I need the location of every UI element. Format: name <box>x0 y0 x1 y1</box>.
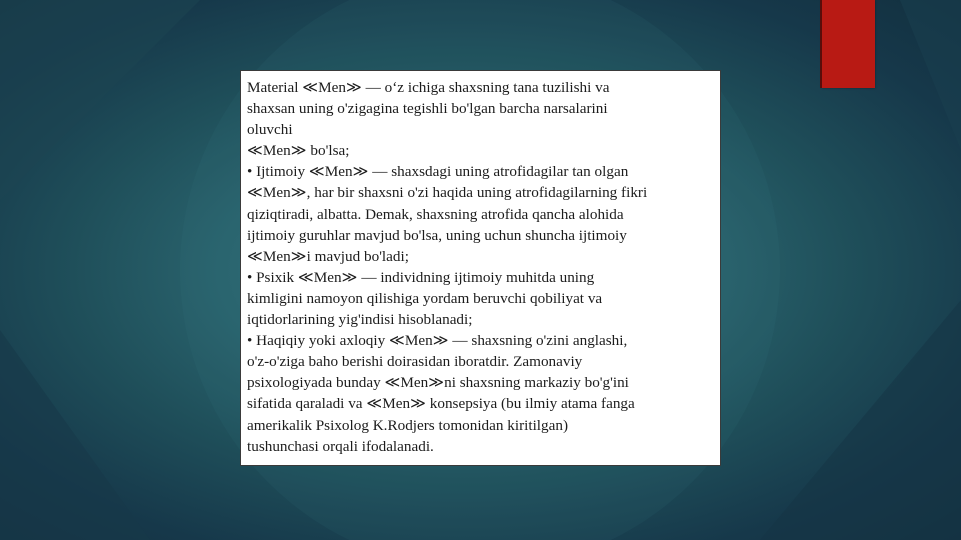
body-text: Material ≪Men≫ — o‘z ichiga shaxsning tana tuzilishi va shaxsan uning o'zigagina tegishli bo'lgan barcha narsalarini oluvchi ≪Men≫ bo'lsa; • Ijtimoiy ≪Men≫ — shaxsdagi uning atrofidagilar tan olgan ≪Men≫, har bir shaxsni o'zi haqida uning atrofidagilarning fikri qiziqtiradi, albatta. Demak, shaxsning atrofida qancha alohida ijtimoiy guruhlar mavjud bo'lsa, uning uchun shuncha ijtimoiy ≪Men≫i mavjud bo'ladi; • Psixik ≪Men≫ — individning ijtimoiy muhitda uning kimligini namoyon qilishiga yordam beruvchi qobiliyat va iqtidorlarining yig'indisi hisoblanadi; • Haqiqiy yoki axloqiy ≪Men≫ — shaxsning o'zini anglashi, o'z-o'ziga baho berishi doirasidan iboratdir. Zamonaviy psixologiyada bunday ≪Men≫ni shaxsning markaziy bo'g'ini sifatida qaraladi va ≪Men≫ konsepsiya (bu ilmiy atama fanga amerikalik Psixolog K.Rodjers tomonidan kiritilgan) tushunchasi orqali ifodalanadi. <box>247 79 648 455</box>
accent-tab <box>822 0 875 88</box>
content-text-box <box>240 70 721 466</box>
